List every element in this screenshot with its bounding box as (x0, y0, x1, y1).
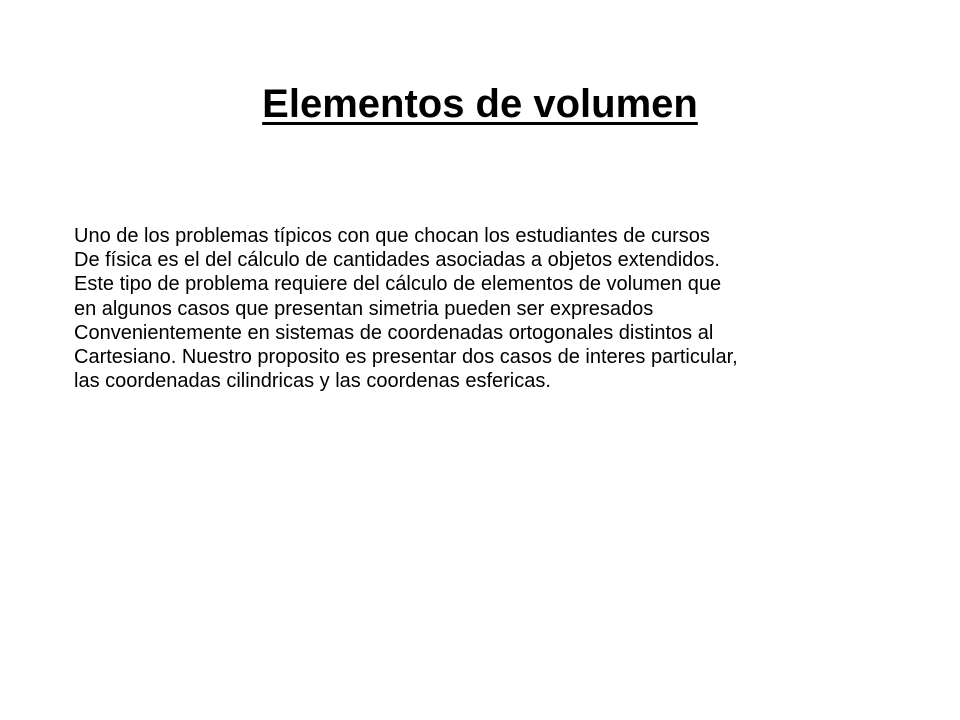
paragraph-line: Convenientemente en sistemas de coordenadas ortogonales distintos al (74, 321, 714, 344)
paragraph-line: De física es el del cálculo de cantidades asociadas a objetos extendidos. (74, 249, 720, 272)
paragraph-line: Este tipo de problema requiere del cálculo de elementos de volumen que (74, 273, 722, 296)
paragraph-line: en algunos casos que presentan simetria pueden ser expresados (74, 297, 654, 320)
slide-title: Elementos de volumen (262, 82, 698, 126)
paragraph-line: las coordenadas cilindricas y las coordenas esfericas. (74, 370, 551, 393)
paragraph-line: Uno de los problemas típicos con que chocan los estudiantes de cursos (74, 225, 710, 247)
slide-paragraph (74, 224, 894, 393)
paragraph-line: Cartesiano. Nuestro proposito es presentar dos casos de interes particular, (74, 346, 738, 369)
